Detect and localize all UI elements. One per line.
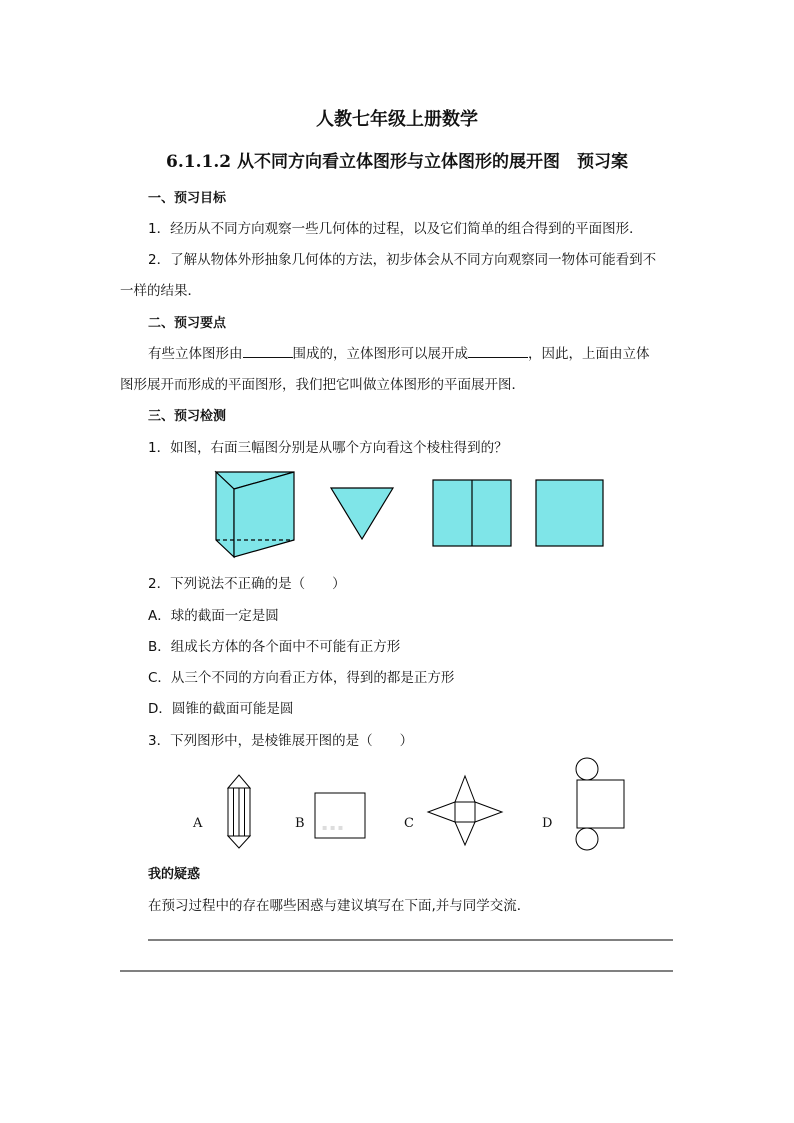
points-paragraph-line2: 图形展开而形成的平面图形，我们把它叫做立体图形的平面展开图． xyxy=(120,377,525,393)
section-heading-points: 二、预习要点 xyxy=(148,316,227,331)
goal-item-2: 2．了解从物体外形抽象几何体的方法，初步体会从不同方向观察同一物体可能看到不 xyxy=(148,252,657,268)
option-label-d: D xyxy=(542,816,553,831)
option-label-b: B xyxy=(295,816,305,831)
goal-item-2-continued: 一样的结果． xyxy=(120,283,201,299)
section-heading-goals: 一、预习目标 xyxy=(148,191,227,206)
question-2-option-d[interactable]: D．圆锥的截面可能是圆 xyxy=(148,701,294,717)
question-1: 1．如图，右面三幅图分别是从哪个方向看这个棱柱得到的？ xyxy=(148,440,508,456)
option-label-a: A xyxy=(193,816,203,831)
faint-watermark-mark: ▪ ▪ ▪ xyxy=(322,823,344,832)
question-2-option-b[interactable]: B．组成长方体的各个面中不可能有正方形 xyxy=(148,639,401,655)
points-text-part3: ，因此，上面由立体 xyxy=(528,346,650,362)
question-2: 2．下列说法不正确的是（ ） xyxy=(148,576,346,592)
document-title: 人教七年级上册数学 xyxy=(316,109,478,130)
doubts-heading: 我的疑惑 xyxy=(148,867,201,882)
question-2-option-a[interactable]: A．球的截面一定是圆 xyxy=(148,608,279,624)
goal-item-1: 1．经历从不同方向观察一些几何体的过程，以及它们简单的组合得到的平面图形． xyxy=(148,221,643,237)
points-text-part2: 围成的，立体图形可以展开成 xyxy=(292,346,468,362)
section-heading-check: 三、预习检测 xyxy=(148,409,227,424)
question-3: 3．下列图形中，是棱锥展开图的是（ ） xyxy=(148,733,414,749)
option-label-c: C xyxy=(404,816,414,831)
points-text-part1: 有些立体图形由 xyxy=(148,346,243,362)
lesson-title: 6.1.1.2 从不同方向看立体图形与立体图形的展开图 预习案 xyxy=(166,152,628,172)
doubts-instruction: 在预习过程中的存在哪些困惑与建议填写在下面,并与同学交流． xyxy=(148,898,531,914)
question-2-option-c[interactable]: C．从三个不同的方向看正方体，得到的都是正方形 xyxy=(148,670,455,686)
